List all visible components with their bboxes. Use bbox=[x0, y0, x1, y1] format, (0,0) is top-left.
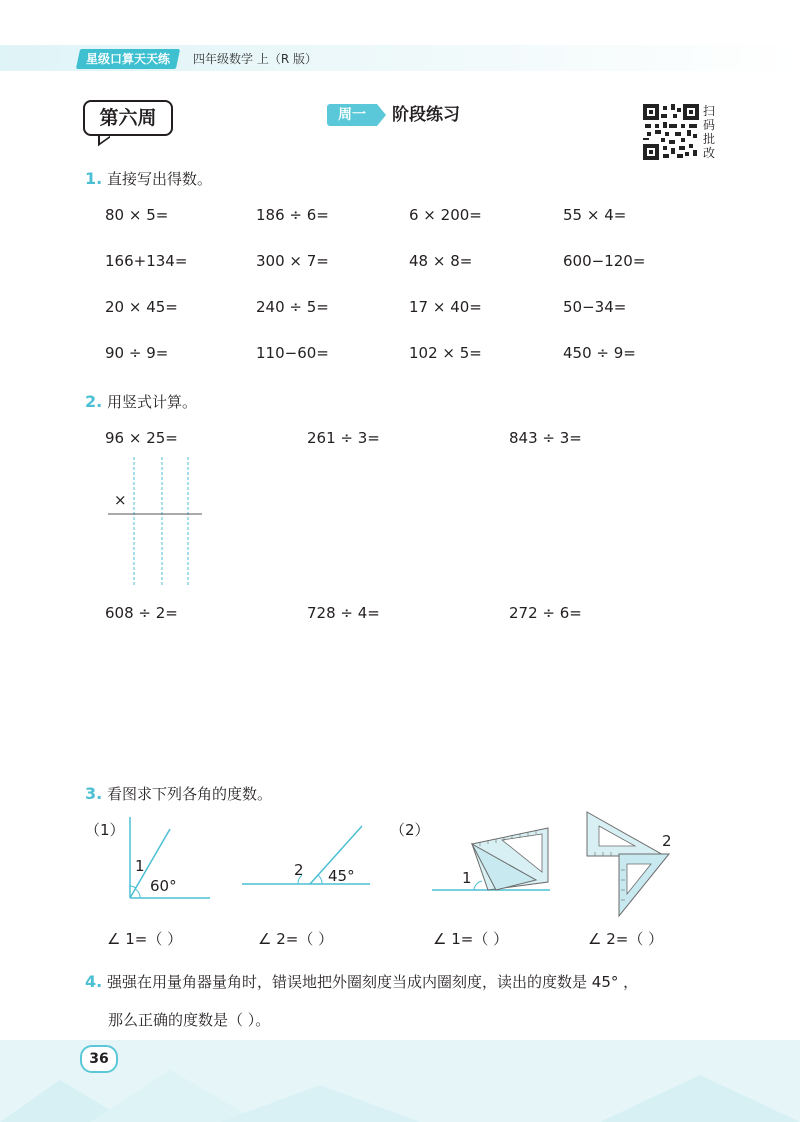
q1-expr: 300 × 7= bbox=[256, 252, 329, 270]
q2-expr: 728 ÷ 4= bbox=[307, 604, 380, 622]
q1-expr: 20 × 45= bbox=[105, 298, 178, 316]
answer-blank-3[interactable]: ∠ 1=（ ） bbox=[433, 930, 509, 948]
qr-code-icon[interactable] bbox=[643, 104, 699, 160]
answer-blank-2[interactable]: ∠ 2=（ ） bbox=[258, 930, 334, 948]
day-tag: 周一 bbox=[327, 104, 377, 126]
q4-line1-wrap bbox=[85, 971, 638, 993]
q1-expr: 240 ÷ 5= bbox=[256, 298, 329, 316]
q2-expr: 843 ÷ 3= bbox=[509, 429, 582, 447]
answer-blank-4[interactable]: ∠ 2=（ ） bbox=[588, 930, 664, 948]
day-tag-arrow bbox=[377, 104, 386, 126]
times-sign: × bbox=[114, 491, 127, 509]
q1-expr: 55 × 4= bbox=[563, 206, 627, 224]
q1-expr: 102 × 5= bbox=[409, 344, 482, 362]
figure-set-squares-2 bbox=[583, 810, 683, 920]
q2-expr: 96 × 25= bbox=[105, 429, 178, 447]
q1-heading bbox=[85, 168, 212, 190]
brand-badge: 星级口算天天练 bbox=[76, 49, 180, 69]
q1-title: 直接写出得数。 bbox=[107, 170, 213, 188]
q1-expr: 600−120= bbox=[563, 252, 646, 270]
fig1-given-angle: 60° bbox=[150, 877, 177, 895]
fig2-given-angle: 45° bbox=[328, 867, 355, 885]
q2-expr: 272 ÷ 6= bbox=[509, 604, 582, 622]
q1-expr: 90 ÷ 9= bbox=[105, 344, 169, 362]
q1-expr: 450 ÷ 9= bbox=[563, 344, 636, 362]
fig4-angle-label: 2 bbox=[662, 832, 672, 850]
fig3-angle-label: 1 bbox=[462, 869, 472, 887]
book-title: 四年级数学 上（R 版） bbox=[193, 52, 317, 66]
q1-expr: 48 × 8= bbox=[409, 252, 473, 270]
week-title: 第六周 bbox=[83, 100, 173, 136]
fig1-angle-label: 1 bbox=[135, 857, 145, 875]
q2-heading bbox=[85, 391, 197, 413]
q1-expr: 166+134= bbox=[105, 252, 188, 270]
q1-expr: 110−60= bbox=[256, 344, 329, 362]
q2-number: 2. bbox=[85, 392, 103, 411]
q3-title: 看图求下列各角的度数。 bbox=[107, 785, 273, 803]
q1-expr: 17 × 40= bbox=[409, 298, 482, 316]
q1-expr: 50−34= bbox=[563, 298, 627, 316]
q2-expr: 608 ÷ 2= bbox=[105, 604, 178, 622]
q2-expr: 261 ÷ 3= bbox=[307, 429, 380, 447]
q1-expr: 80 × 5= bbox=[105, 206, 169, 224]
footer-mountains bbox=[0, 1040, 800, 1122]
qr-caption: 扫码批改 bbox=[703, 104, 716, 160]
q1-number: 1. bbox=[85, 169, 103, 188]
q4-line2[interactable]: 那么正确的度数是（ ）。 bbox=[108, 1011, 271, 1029]
q1-expr: 6 × 200= bbox=[409, 206, 482, 224]
fig2-angle-label: 2 bbox=[294, 861, 304, 879]
footer-band bbox=[0, 1040, 800, 1122]
q3-part1-label: （1） bbox=[85, 821, 125, 839]
day-title: 阶段练习 bbox=[392, 105, 460, 125]
q3-number: 3. bbox=[85, 784, 103, 803]
q3-part2-label: （2） bbox=[390, 821, 430, 839]
q4-number: 4. bbox=[85, 972, 103, 991]
figure-set-squares-1 bbox=[430, 824, 552, 894]
q3-heading bbox=[85, 783, 272, 805]
q4-line1: 强强在用量角器量角时，错误地把外圈刻度当成内圈刻度，读出的度数是 45° ， bbox=[107, 973, 639, 991]
q1-expr: 186 ÷ 6= bbox=[256, 206, 329, 224]
page-number: 36 bbox=[80, 1045, 118, 1073]
vertical-calc-grid bbox=[100, 455, 210, 590]
answer-blank-1[interactable]: ∠ 1=（ ） bbox=[107, 930, 183, 948]
q2-title: 用竖式计算。 bbox=[107, 393, 198, 411]
